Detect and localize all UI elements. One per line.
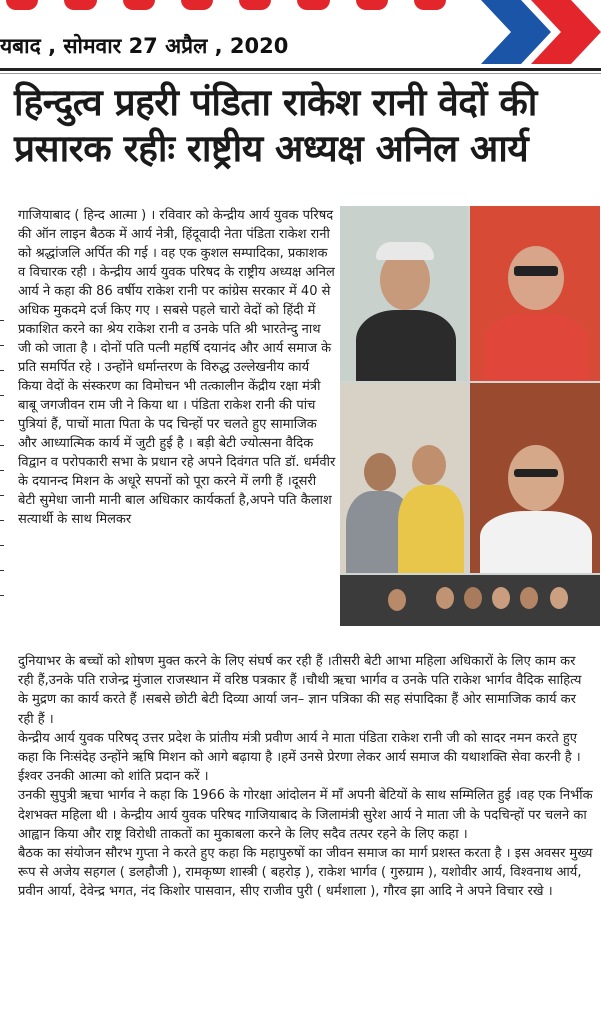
article-paragraph: बैठक का संयोजन सौरभ गुप्ता ने करते हुए कहा कि महापुरुषों का जीवन समाज का मार्ग प्रशस्त करता है । इस अवसर मुख्य रूप से अजेय सहगल ( डलहौजी ), रामकृष्ण शास्त्री ( बहरोड़ ), राकेश भार्गव ( गुरुग्राम ), यशोवीर आर्य, विश्वनाथ आर्य, प्रवीन आर्या, देवेन्द्र भगत, नंद किशोर पासवान, सीए राजीव पुरी ( धर्मशाला ), गौरव झा आदि ने अपने विचार रखे । bbox=[18, 846, 593, 900]
red-decoration bbox=[0, 0, 446, 10]
video-meeting-photo bbox=[340, 206, 600, 626]
participant-tile bbox=[470, 206, 600, 381]
participant-tile bbox=[340, 383, 468, 573]
dateline: यबाद , सोमवार 27 अप्रैल , 2020 bbox=[0, 34, 289, 58]
article-paragraph: गाजियाबाद ( हिन्द आत्मा ) । रविवार को केन्द्रीय आर्य युवक परिषद की ऑन लाइन बैठक में आर्य नेत्री, हिंदूवादी नेता पंडिता राकेश रानी को श्रद्धांजलि अर्पित की गई । वह एक कुशल सम्पादिका, प्रकाशक व विचारक रही । केन्द्रीय आर्य युवक परिषद के राष्ट्रीय अध्यक्ष अनिल आर्य ने कहा की 86 वर्षीय राकेश रानी पर कांग्रेस सरकार में 40 से अधिक मुकदमे दर्ज किए गए । सबसे पहले चारो वेदों को हिंदी में प्रकाशित करने का श्रेय राकेश रानी व उनके पति श्री भारतेन्दु नाथ जी को जाता है । दोनों पति पत्नी महर्षि दयानंद और आर्य समाज के प्रति समर्पित रहे । उन्होंने धर्मान्तरण के विरुद्ध उल्लेखनीय कार्य किया वेदों के संस्करण का विमोचन भी तत्कालीन केंद्रीय रक्षा मंत्री बाबू जगजीवन राम जी ने किया था । पंडिता राकेश रानी की पांच पुत्रियां हैं, पाचों माता पिता के पद चिन्हों पर चलते हुए सामाजिक और आध्यात्मिक कार्य में जुटी हुई है । बड़ी बेटी ज्योत्सना वैदिक विद्वान व परोपकारी सभा के प्रधान रहे अपने दिवंगत पति डॉ. धर्मवीर के दयानन्द मिशन के अधूरे सपनों को पूरा करने में लगी हैं ।दूसरी बेटी सुमेधा जानी मानी बाल अधिकार कार्यकर्ता है,अपने पति कैलाश सत्यार्थी के साथ मिलकर bbox=[18, 208, 336, 527]
participant-tile bbox=[340, 206, 468, 381]
headline: हिन्दुत्व प्रहरी पंडिता राकेश रानी वेदों की प्रसारक रहीः राष्ट्रीय अध्यक्ष अनिल आर्य bbox=[14, 81, 537, 170]
divider bbox=[0, 68, 601, 71]
divider-thin bbox=[0, 73, 601, 74]
article-paragraph: केन्द्रीय आर्य युवक परिषद् उत्तर प्रदेश के प्रांतीय मंत्री प्रवीण आर्य ने माता पंडिता राकेश रानी जी को सादर नमन करते हुए कहा कि निःसंदेह उन्होंने ऋषि मिशन को आगे बढ़ाया है ।हमें उनसे प्रेरणा लेकर आर्य समाज की यथाशक्ति सेवा करनी है ।ईश्वर उनकी आत्मा को शांति प्रदान करें । bbox=[18, 730, 581, 785]
chevron-logo-icon bbox=[451, 0, 601, 64]
next-headline-cropped bbox=[20, 996, 580, 1022]
article-paragraph: दुनियाभर के बच्चों को शोषण मुक्त करने के लिए संघर्ष कर रही हैं ।तीसरी बेटी आभा महिला अधिकारों के लिए काम कर रही हैं,उनके पति राजेन्द्र मुंजाल राजस्थान में वरिष्ठ पत्रकार हैं ।चौथी ऋचा भार्गव व उनके पति राकेश भार्गव वैदिक साहित्य के मुद्रण का कार्य करते हैं ।सबसे छोटी बेटी दिव्या आर्या जन– ज्ञान पत्रिका की सह संपादिका हैं ओर सामाजिक कार्य कर रही हैं । bbox=[18, 654, 582, 727]
article-column bbox=[18, 206, 336, 529]
article-body-full bbox=[18, 652, 593, 902]
article-paragraph: उनकी सुपुत्री ऋचा भार्गव ने कहा कि 1966 के गोरक्षा आंदोलन में माँ अपनी बेटियों के साथ सम्मिलित हुई ।वह एक निर्भीक देशभक्त महिला थी । केन्द्रीय आर्य युवक परिषद गाजियाबाद के जिलामंत्री सुरेश आर्य ने माता जी के पदचिन्हों पर चलने का आह्वान किया और राष्ट्र विरोधी ताकतों का मुकाबला करने के लिए सदैव तत्पर रहने के लिए कहा । bbox=[18, 788, 593, 842]
participant-strip bbox=[340, 575, 600, 626]
participant-tile bbox=[470, 383, 600, 573]
column-edge-marks bbox=[0, 320, 6, 640]
